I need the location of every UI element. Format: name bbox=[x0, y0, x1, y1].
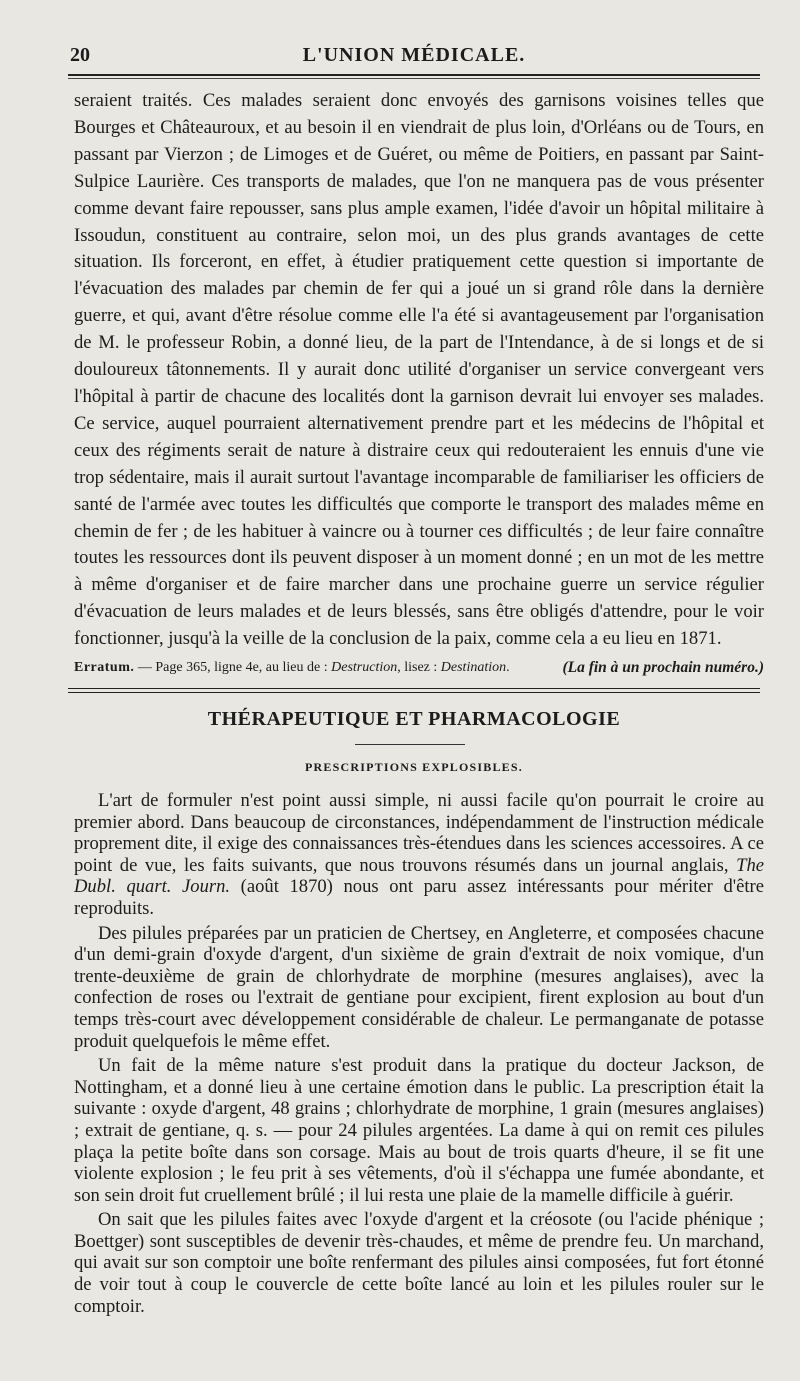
erratum-label: Erratum. bbox=[74, 660, 135, 675]
title-rule bbox=[355, 744, 465, 745]
erratum-correct-word: Destination bbox=[440, 660, 507, 675]
article-paragraph bbox=[74, 790, 764, 920]
journal-title: L'UNION MÉDICALE. bbox=[302, 44, 526, 66]
header-rule bbox=[68, 74, 760, 76]
section-title: THÉRAPEUTIQUE ET PHARMACOLOGIE bbox=[207, 708, 621, 730]
erratum-text-middle: , lisez : bbox=[397, 660, 441, 675]
paragraph-text: (août 1870) nous ont paru assez intéressants pour mériter d'être reproduits. bbox=[74, 876, 764, 919]
page-number: 20 bbox=[70, 44, 90, 66]
page-header bbox=[68, 42, 760, 74]
section-separator bbox=[68, 688, 760, 689]
article-paragraph: seraient traités. Ces malades seraient donc envoyés des garnisons voisines telles que Bourges et Châteauroux, et au besoin il en viendrait de plus loin, d'Orléans ou de Tours, en passant par Vierzon ; de Limoges et de Guéret, ou même de Poitiers, en passant par Saint-Sulpice Laurière. Ces transports de malades, que l'on ne manquera pas de vous présenter comme devant faire repousser, sans plus ample examen, l'idée d'avoir un hôpital militaire à Issoudun, constituent au contraire, selon moi, un des plus grands avantages de cette situation. Ils forceront, en effet, à étudier pratiquement cette question si importante de l'évacuation des malades par chemin de fer qui a joué un si grand rôle dans la dernière guerre, et qui, avant d'être résolue comme elle l'a été si avantageusement par l'organisation de M. le professeur Robin, a donné lieu, de la part de l'Intendance, à de si longs et de si douloureux tâtonnements. Il y aurait donc utilité d'organiser un service convergeant vers l'hôpital à partir de chacune des localités dont la garnison devrait lui envoyer ses malades. Ce service, auquel pourraient alternativement prendre part et les médecins de l'hôpital et ceux des régiments serait de nature à distraire ceux qui redouteraient les ennuis d'une vie trop sédentaire, mais il aurait surtout l'avantage incomparable de familiariser les officiers de santé de l'armée avec toutes les difficultés que comporte le transport des malades même en chemin de fer ; de les habituer à vaincre ou à tourner ces difficultés ; de leur faire connaître toutes les ressources dont ils peuvent disposer à un moment donné ; en un mot de les mettre à même d'organiser et de faire marcher dans une prochaine guerre un service régulier d'évacuation de leurs malades et de leurs blessés, sans être obligés d'attendre, pour le voir fonctionner, jusqu'à la veille de la conclusion de la paix, comme cela a eu lieu en 1871. bbox=[74, 90, 764, 650]
subsection-title: PRESCRIPTIONS EXPLOSIBLES. bbox=[305, 760, 523, 774]
article-body bbox=[74, 790, 764, 1320]
section-separator-thin bbox=[68, 692, 760, 693]
erratum-text: — Page 365, ligne 4e, au lieu de : bbox=[134, 660, 332, 675]
article-paragraph: Des pilules préparées par un praticien de Chertsey, en Angleterre, et composées chacune d'un demi-grain d'oxyde d'argent, d'un sixième de grain d'extrait de noix vomique, d'un trente-deuxième de grain de chlorhydrate de morphine (mesures anglaises), avec la confection de roses ou l'extrait de gentiane pour excipient, firent explosion au bout d'un temps très-court avec développement considérable de chaleur. Le permanganate de potasse produit quelquefois le même effet. bbox=[74, 922, 764, 1052]
erratum bbox=[74, 660, 764, 676]
header-rule-thin bbox=[68, 78, 760, 79]
journal-reference: The Dubl. quart. Journ. bbox=[74, 854, 764, 898]
article-paragraph: On sait que les pilules faites avec l'oxyde d'argent et la créosote (ou l'acide phénique ; Boettger) sont susceptibles de devenir très-chaudes, et même de prendre feu. Un marchand, qui avait sur son comptoir une boîte renfermant des pilules ainsi composées, fut fort étonné de voir tout à coup le couvercle de cette boîte lancé au loin et les pilules rouler sur le comptoir. bbox=[74, 1209, 764, 1317]
continuation-note: (La fin à un prochain numéro.) bbox=[562, 659, 764, 677]
erratum-text-end: . bbox=[506, 660, 510, 675]
continued-article bbox=[74, 88, 764, 682]
article-paragraph: Un fait de la même nature s'est produit dans la pratique du docteur Jackson, de Nottingham, et a donné lieu à une certaine émotion dans le public. La prescription était la suivante : oxyde d'argent, 48 grains ; chlorhydrate de morphine, 1 grain (mesures anglaises) ; extrait de gentiane, q. s. — pour 24 pilules argentées. La dame à qui on remit ces pilules plaça la petite boîte dans son corsage. Mais au bout de trois quarts d'heure, il se fit une violente explosion ; le feu prit à ses vêtements, d'où il s'échappa une fumée abondante, et son sein droit fut cruellement brûlé ; il lui resta une plaie de la mamelle difficile à guérir. bbox=[74, 1055, 764, 1206]
erratum-wrong-word: Destruction bbox=[331, 660, 398, 675]
paragraph-text: L'art de formuler n'est point aussi simple, ni aussi facile qu'on pourrait le croire au premier abord. Dans beaucoup de circonstances, indépendamment de l'instruction médicale proprement dite, il exige des connaissances très-étendues dans les sciences accessoires. A ce point de vue, les faits suivants, que nous trouvons résumés dans un journal anglais, bbox=[74, 790, 764, 876]
